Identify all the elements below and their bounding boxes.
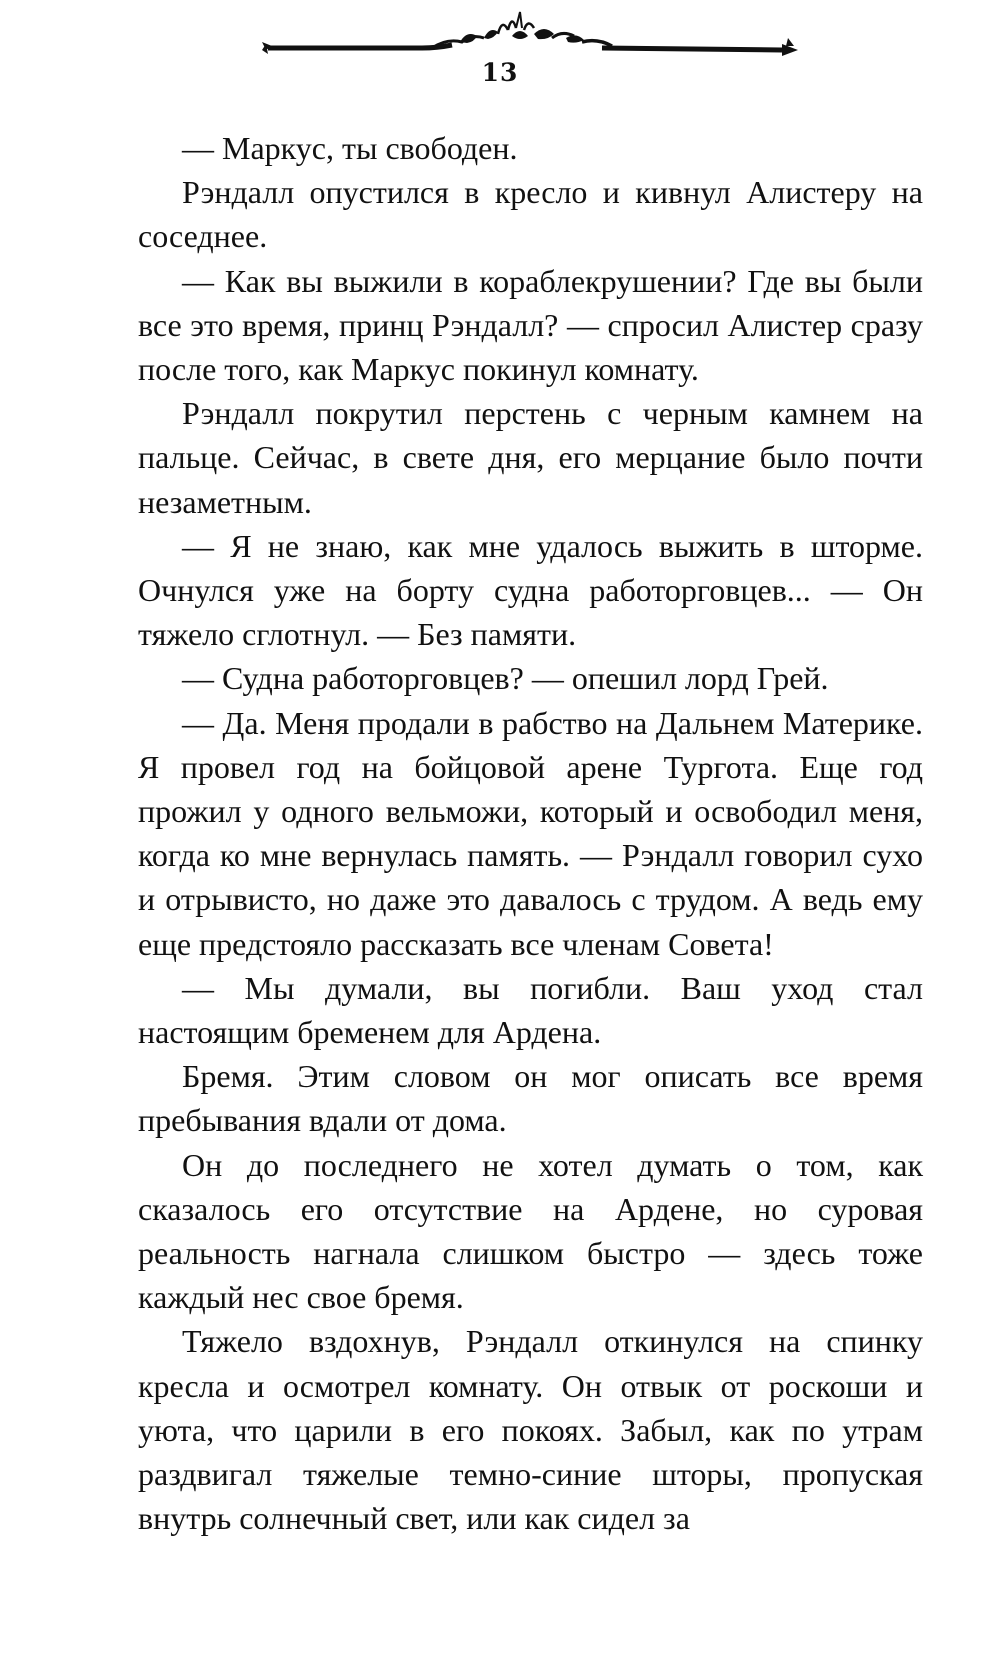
- floral-divider-icon: [262, 8, 802, 58]
- paragraph: — Мы думали, вы погибли. Ваш уход стал настоящим бременем для Ардена.: [138, 969, 923, 1051]
- body-text: [138, 126, 923, 1541]
- paragraph: Тяжело вздохнув, Рэндалл откинулся на спинку кресла и осмотрел комнату. Он отвык от роскоши и уюта, что царили в его покоях. Забыл, как по утрам раздвигал тяжелые темно-синие шторы, пропуская внутрь солнечный свет, или как сидел за: [138, 1323, 923, 1537]
- paragraph: Он до последнего не хотел думать о том, как сказалось его отсутствие на Ардене, но суровая реальность нагнала слишком быстро — здесь тоже каждый нес свое бремя.: [138, 1146, 923, 1316]
- paragraph: — Да. Меня продали в рабство на Дальнем Материке. Я провел год на бойцовой арене Тургота. Еще год прожил у одного вельможи, который и освободил меня, когда ко мне вернулась память. — Рэндалл говорил сухо и отрывисто, но даже это давалось с трудом. А ведь ему еще предстояло рассказать все членам Совета!: [138, 704, 923, 962]
- page-number: 13: [481, 58, 519, 87]
- paragraph: — Маркус, ты свободен.: [182, 130, 518, 166]
- paragraph: Рэндалл опустился в кресло и кивнул Алистеру на соседнее.: [138, 174, 923, 255]
- paragraph: — Как вы выжили в кораблекрушении? Где вы были все это время, принц Рэндалл? — спросил Алистер сразу после того, как Маркус покинул комнату.: [138, 262, 923, 388]
- paragraph: — Я не знаю, как мне удалось выжить в шторме. Очнулся уже на борту судна работорговцев... — Он тяжело сглотнул. — Без памяти.: [138, 527, 923, 653]
- paragraph: Рэндалл покрутил перстень с черным камнем на пальце. Сейчас, в свете дня, его мерцание было почти незаметным.: [138, 395, 923, 520]
- paragraph: Бремя. Этим словом он мог описать все время пребывания вдали от дома.: [138, 1058, 923, 1139]
- paragraph: — Судна работорговцев? — опешил лорд Грей.: [182, 660, 829, 697]
